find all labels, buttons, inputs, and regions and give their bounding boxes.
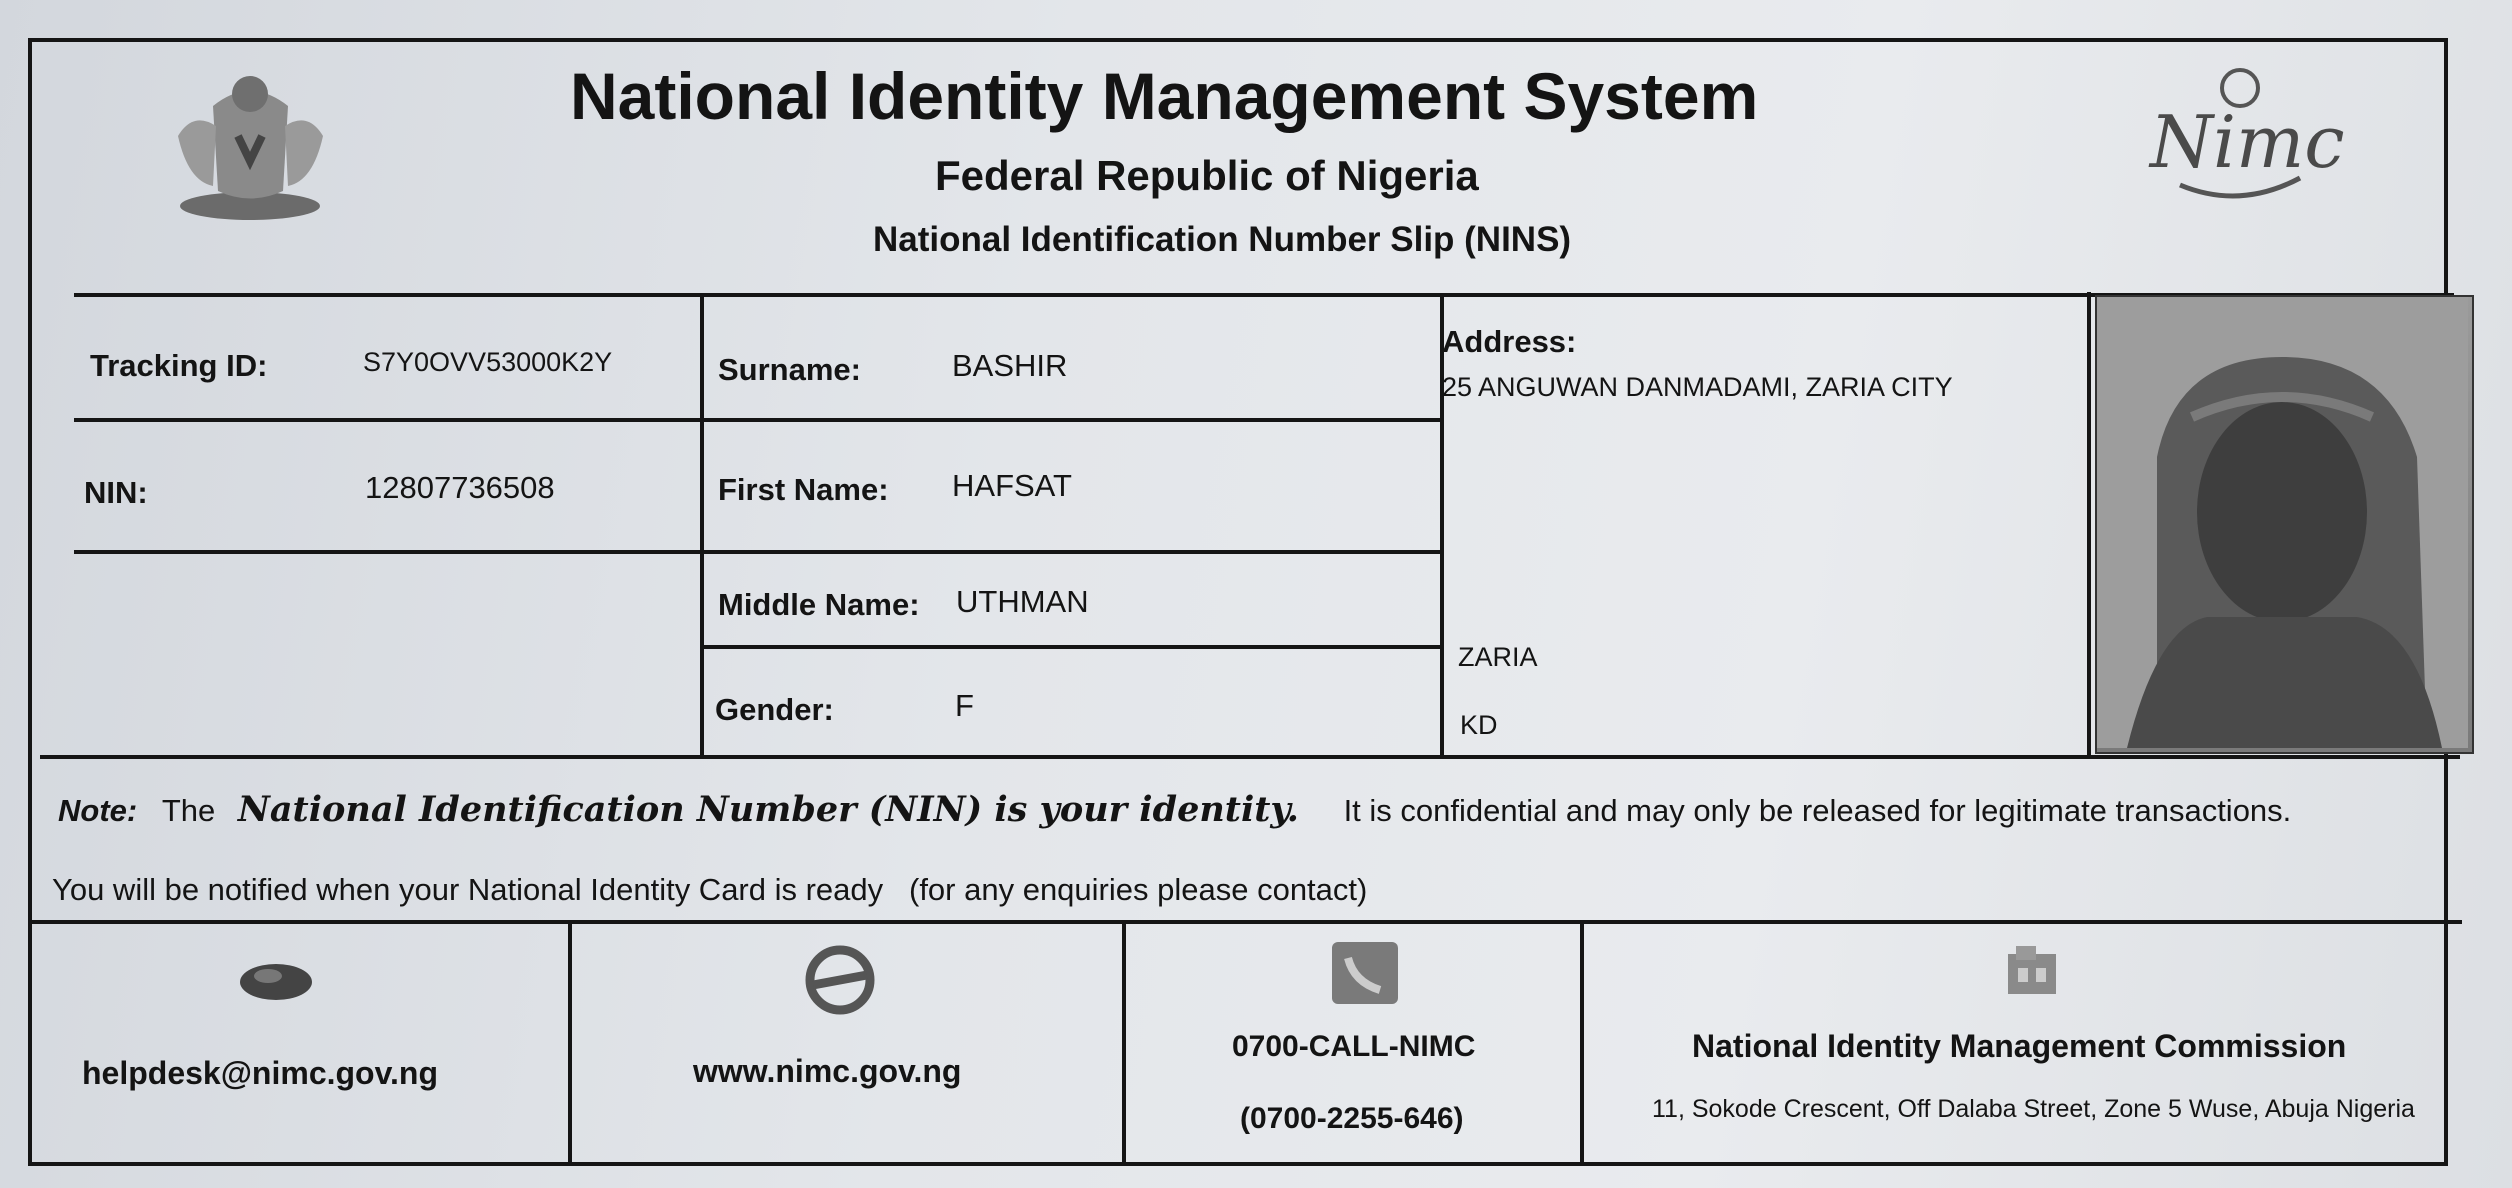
surname-label: Surname: [718, 352, 861, 387]
middle-name-value: UTHMAN [956, 584, 1089, 619]
gender-label: Gender: [715, 692, 834, 727]
mail-icon [238, 962, 314, 1007]
tracking-id-label: Tracking ID: [90, 348, 268, 383]
note-line-1 [58, 789, 2291, 830]
page-subtitle: Federal Republic of Nigeria [935, 152, 1479, 199]
first-name-label: First Name: [718, 472, 889, 507]
address-city: ZARIA [1458, 642, 1538, 672]
address-line-1: 25 ANGUWAN DANMADAMI, ZARIA CITY [1442, 372, 1953, 402]
surname-value: BASHIR [952, 348, 1068, 383]
footer-divider-3 [1580, 922, 1584, 1166]
phone-number-1[interactable]: 0700-CALL-NIMC [1232, 1030, 1476, 1063]
nin-label: NIN: [84, 475, 148, 510]
address-label: Address: [1442, 324, 1577, 359]
passport-photo [2095, 295, 2474, 754]
nin-slip [28, 38, 2448, 1166]
row-divider-1 [74, 418, 1444, 422]
col-divider-3 [2087, 292, 2091, 757]
row-divider-3 [704, 645, 1444, 649]
col-divider-2 [1440, 295, 1444, 757]
phone-number-2[interactable]: (0700-2255-646) [1240, 1102, 1464, 1135]
org-name: National Identity Management Commission [1692, 1028, 2347, 1064]
note-prefix: The [161, 793, 216, 828]
note-label: Note: [58, 793, 138, 828]
phone-icon [1330, 940, 1400, 1011]
col-divider-1 [700, 295, 704, 757]
middle-name-label: Middle Name: [718, 587, 920, 622]
org-address: 11, Sokode Crescent, Off Dalaba Street, Zone 5 Wuse, Abuja Nigeria [1652, 1095, 2415, 1123]
browser-icon [805, 945, 875, 1020]
note-bottom [32, 920, 2462, 924]
website-link[interactable]: www.nimc.gov.ng [693, 1053, 962, 1089]
note-emphasis: National Identification Number (NIN) is your identity. [237, 789, 1299, 830]
address-state: KD [1460, 710, 1498, 740]
slip-title: National Identification Number Slip (NINS) [873, 220, 1572, 259]
row-divider-2 [74, 550, 1444, 554]
portrait-image [2097, 297, 2468, 748]
building-icon [2004, 944, 2060, 1001]
page-title: National Identity Management System [570, 59, 1759, 133]
first-name-value: HAFSAT [952, 468, 1072, 503]
note-line-2: You will be notified when your National Identity Card is ready (for any enquiries please contact) [52, 872, 1368, 907]
footer-divider-2 [1122, 922, 1126, 1166]
gender-value: F [955, 688, 974, 723]
coat-of-arms-icon [158, 66, 343, 231]
email-link[interactable]: helpdesk@nimc.gov.ng [82, 1055, 438, 1091]
note-rest: It is confidential and may only be released for legitimate transactions. [1343, 793, 2292, 828]
tracking-id-value: S7Y0OVV53000K2Y [363, 347, 613, 377]
nimc-logo-text: Nimc [2150, 100, 2345, 184]
footer-divider-1 [568, 922, 572, 1166]
details-bottom [40, 755, 2460, 759]
nin-value: 12807736508 [365, 470, 555, 505]
